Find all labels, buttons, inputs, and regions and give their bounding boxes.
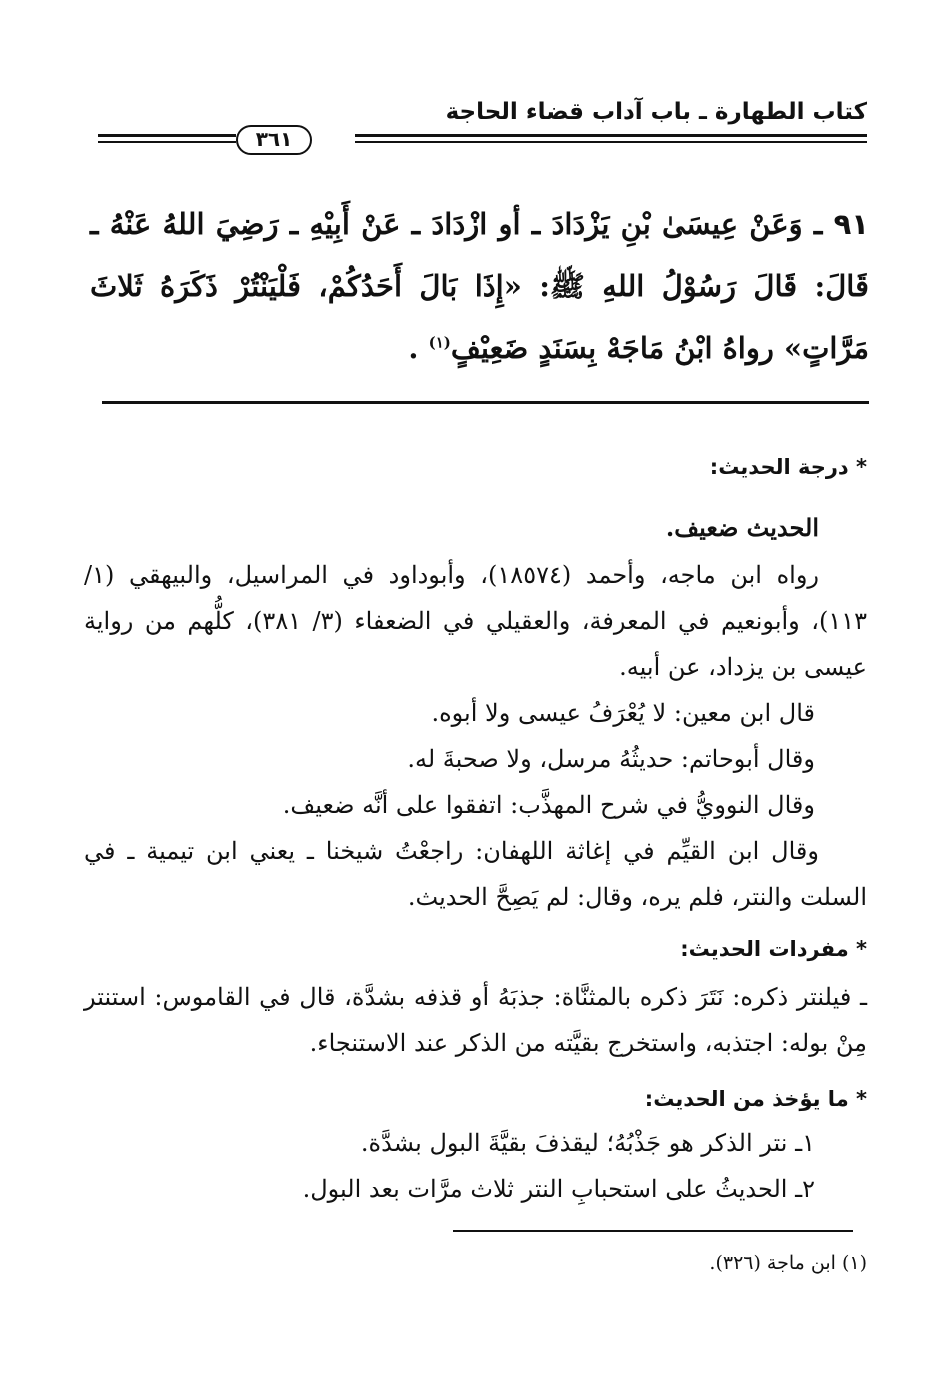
- heading-lessons: * ما يؤخذ من الحديث:: [644, 1087, 867, 1111]
- footnote-text: (١) ابن ماجة (٣٢٦).: [709, 1252, 867, 1274]
- header-rule-right: [355, 131, 867, 147]
- grade-paragraph: رواه ابن ماجه، وأحمد (١٨٥٧٤)، وأبوداود في المراسيل، والبيهقي (١/ ١١٣)، وأبونعيم في المعرفة، والعقيلي في الضعفاء (٣/ ٣٨١)، كلُّهم من رواية عيسى بن يزداد، عن أبيه.: [84, 561, 867, 681]
- grade-line-abu-hatim: وقال أبوحاتم: حديثُهُ مرسل، ولا صحبةَ له.: [407, 745, 815, 773]
- hadith-end: .: [408, 331, 419, 365]
- page-number: ٣٦١: [236, 125, 312, 155]
- header-rule-left: [98, 131, 236, 147]
- heading-grade: * درجة الحديث:: [709, 455, 867, 479]
- heading-vocab: * مفردات الحديث:: [680, 937, 867, 961]
- hadith-quote: «إِذَا بَالَ أَحَدُكُمْ، فَلْيَنْتُرْ ذَكَرَهُ ثَلاثَ مَرَّاتٍ»: [90, 269, 869, 365]
- lesson-item-2: ٢ـ الحديثُ على استحبابِ النتر ثلاث مرَّات بعد البول.: [302, 1175, 815, 1203]
- grade-verdict: الحديث ضعيف.: [665, 513, 819, 542]
- hadith-dash: ـ: [813, 207, 823, 241]
- hadith-number: ٩١: [833, 207, 869, 241]
- grade-ibn-qayyim: وقال ابن القيِّم في إغاثة اللهفان: راجعْتُ شيخنا ـ يعني ابن تيمية ـ في السلت والنتر، فلم يره، وقال: لم يَصِحَّ الحديث.: [84, 837, 867, 911]
- section-divider: [102, 401, 869, 404]
- hadith-source: رواهُ ابْنُ مَاجَهْ بِسَنَدٍ ضَعِيْفٍ: [450, 331, 774, 365]
- hadith-narration: وَعَنْ عِيسَىٰ بْنِ يَزْدَادَ ـ أو ازْدَادَ ـ عَنْ أَبِيْهِ ـ رَضِيَ اللهُ عَنْهُ ـ قَالَ: قَالَ رَسُوْلُ اللهِ ﷺ:: [90, 207, 869, 303]
- grade-line-nawawi: وقال النوويُّ في شرح المهذَّب: اتفقوا على أنَّه ضعيف.: [282, 791, 815, 819]
- footnote-rule: [453, 1230, 853, 1232]
- running-title: كتاب الطهارة ـ باب آداب قضاء الحاجة: [445, 99, 867, 125]
- footnote-reference: (١): [428, 333, 451, 352]
- hadith-text: [90, 193, 869, 379]
- grade-line-ibn-maeen: قال ابن معين: لا يُعْرَفُ عيسى ولا أبوه.: [431, 699, 815, 727]
- vocab-text: ـ فيلنتر ذكره: نَتَرَ ذكره بالمثنَّاة: جذبَهُ أو قذفه بشدَّة، قال في القاموس: استنتر مِنْ بوله: اجتذبه، واستخرج بقيَّته من الذكر عند الاستنجاء.: [84, 983, 867, 1057]
- lesson-item-1: ١ـ نتر الذكر هو جَذْبُهُ؛ ليقذفَ بقيَّةَ البول بشدَّة.: [360, 1129, 815, 1157]
